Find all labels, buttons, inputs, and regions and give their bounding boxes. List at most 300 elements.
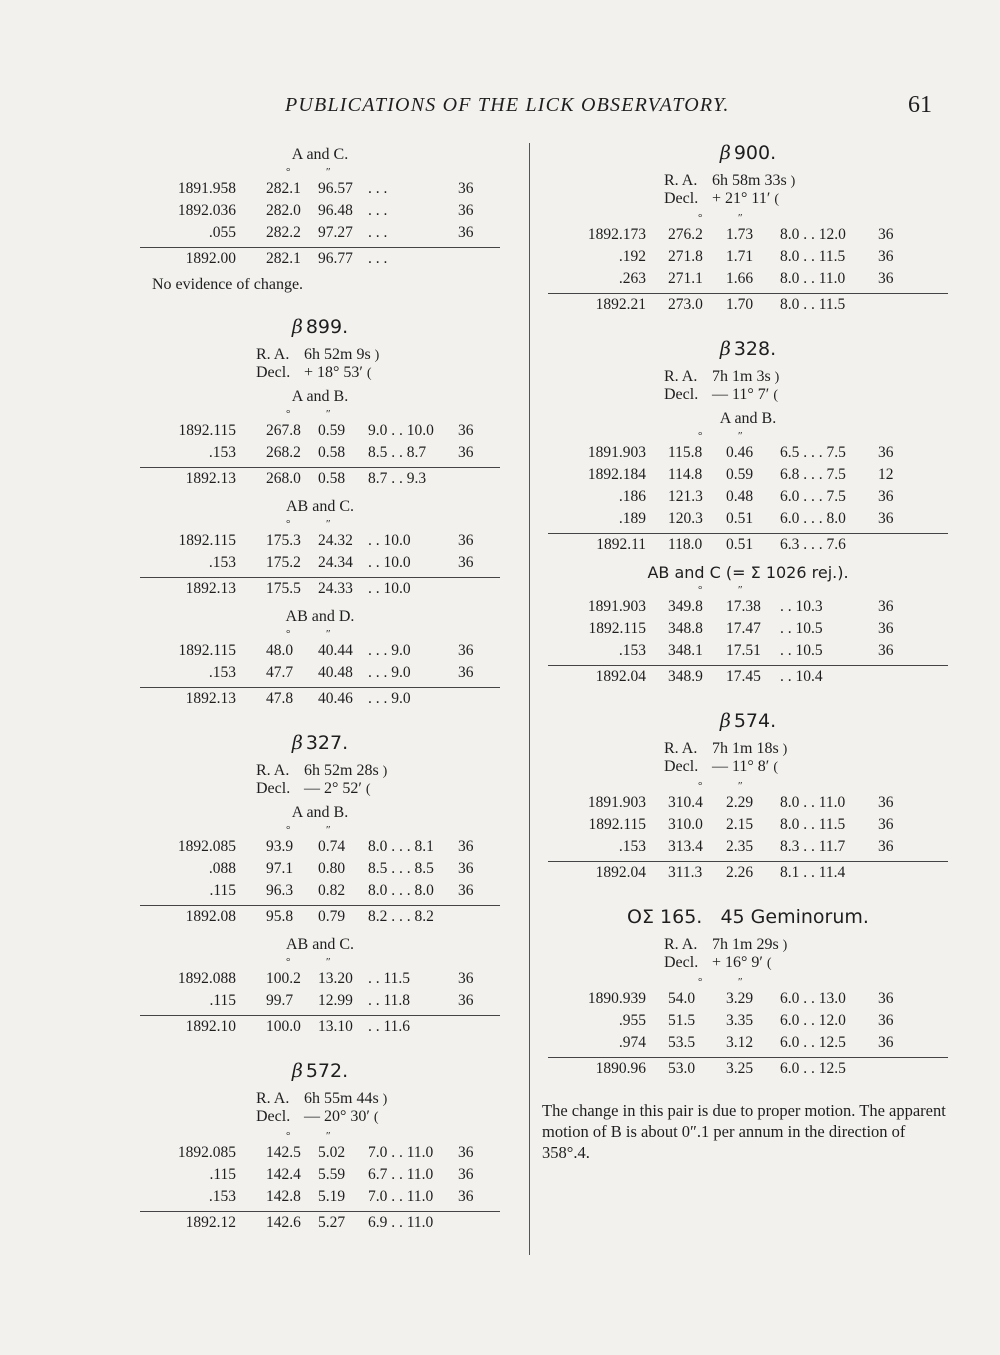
position-angle-cell: 311.3	[668, 864, 703, 881]
nights-cell: 36	[878, 816, 894, 833]
distance-cell: 5.19	[318, 1188, 346, 1205]
magnitudes-cell: . . . 9.0	[368, 690, 411, 707]
table-row	[140, 968, 500, 990]
table-row	[548, 1032, 948, 1054]
units-row	[140, 408, 500, 420]
ra-label: R. A.	[664, 172, 698, 189]
ra-value: 6h 58m 33s	[712, 172, 787, 189]
epoch-cell: 1892.115	[588, 816, 646, 833]
table-row	[140, 442, 500, 464]
position-angle-cell: 114.8	[668, 466, 703, 483]
distance-cell: 3.35	[726, 1012, 754, 1029]
distance-cell: 1.71	[726, 248, 754, 265]
epoch-cell: .263	[618, 270, 646, 287]
magnitudes-cell: 8.1 . . 11.4	[780, 864, 846, 881]
mean-row	[140, 1211, 500, 1236]
nights-cell: 36	[458, 1166, 474, 1183]
arcsec-unit: ″	[738, 584, 743, 596]
table-row	[548, 640, 948, 662]
units-row	[140, 628, 500, 640]
distance-cell: 40.46	[318, 690, 353, 707]
epoch-cell: 1892.04	[595, 668, 646, 685]
brace-icon: (	[365, 782, 371, 797]
magnitudes-cell: 8.0 . . 12.0	[780, 226, 846, 243]
table-row	[548, 618, 948, 640]
distance-cell: 24.32	[318, 532, 353, 549]
nights-cell: 36	[458, 444, 474, 461]
magnitudes-cell: . . 10.5	[780, 620, 823, 637]
pair-heading: AB and C.	[286, 498, 354, 515]
magnitudes-cell: 8.0 . . 11.5	[780, 816, 846, 833]
coordinates	[256, 346, 500, 382]
epoch-cell: 1892.115	[178, 532, 236, 549]
mean-row	[140, 905, 500, 930]
epoch-cell: 1892.10	[185, 1018, 236, 1035]
epoch-cell: 1892.11	[596, 536, 646, 553]
magnitudes-cell: 8.0 . . 11.5	[780, 296, 846, 313]
units-row	[548, 780, 948, 792]
table-row	[140, 880, 500, 902]
decl-value: — 11° 8′	[712, 758, 770, 775]
nights-cell: 36	[878, 990, 894, 1007]
brace-icon: (	[766, 956, 772, 971]
magnitudes-cell: 6.0 . . . 7.5	[780, 488, 846, 505]
distance-cell: 0.80	[318, 860, 346, 877]
position-angle-cell: 120.3	[668, 510, 703, 527]
nights-cell: 36	[878, 226, 894, 243]
position-angle-cell: 282.2	[266, 224, 301, 241]
brace-icon: )	[774, 370, 780, 385]
distance-cell: 1.73	[726, 226, 754, 243]
units-row	[548, 212, 948, 224]
table-row	[548, 508, 948, 530]
coordinates	[664, 368, 948, 404]
distance-cell: 3.29	[726, 990, 754, 1007]
distance-cell: 0.82	[318, 882, 346, 899]
degree-unit: °	[698, 976, 703, 988]
table-row	[548, 246, 948, 268]
magnitudes-cell: 6.0 . . 12.0	[780, 1012, 846, 1029]
distance-cell: 17.45	[726, 668, 761, 685]
position-angle-cell: 348.8	[668, 620, 703, 637]
measure-table	[548, 988, 948, 1082]
nights-cell: 36	[458, 532, 474, 549]
arcsec-unit: ″	[326, 166, 331, 178]
position-angle-cell: 175.5	[266, 580, 301, 597]
epoch-cell: 1892.08	[185, 908, 236, 925]
arcsec-unit: ″	[738, 430, 743, 442]
star-title-text: 572.	[305, 1060, 349, 1082]
distance-cell: 0.46	[726, 444, 754, 461]
degree-unit: °	[286, 166, 291, 178]
distance-cell: 5.02	[318, 1144, 346, 1161]
measure-table	[548, 224, 948, 318]
position-angle-cell: 99.7	[266, 992, 294, 1009]
measure-table	[548, 792, 948, 886]
degree-unit: °	[286, 408, 291, 420]
position-angle-cell: 271.1	[668, 270, 703, 287]
epoch-cell: 1892.085	[177, 838, 236, 855]
brace-icon: )	[382, 1092, 388, 1107]
magnitudes-cell: . . . 9.0	[368, 664, 411, 681]
mean-row	[140, 467, 500, 492]
table-row	[548, 486, 948, 508]
nights-cell: 36	[878, 444, 894, 461]
position-angle-cell: 95.8	[266, 908, 294, 925]
magnitudes-cell: 6.7 . . 11.0	[368, 1166, 434, 1183]
nights-cell: 36	[458, 882, 474, 899]
ra-value: 6h 52m 28s	[304, 762, 379, 779]
column-divider	[529, 143, 530, 1255]
ra-value: 7h 1m 29s	[712, 936, 779, 953]
magnitudes-cell: 6.0 . . 12.5	[780, 1034, 846, 1051]
note: No evidence of change.	[152, 276, 304, 293]
table-row	[140, 858, 500, 880]
brace-icon: (	[774, 192, 779, 207]
measure-table	[548, 596, 948, 690]
ra-value: 7h 1m 18s	[712, 740, 779, 757]
table-row	[140, 640, 500, 662]
epoch-cell: 1891.958	[177, 180, 236, 197]
table-row	[548, 268, 948, 290]
table-row	[140, 1142, 500, 1164]
measure-table	[548, 442, 948, 558]
nights-cell: 36	[458, 422, 474, 439]
epoch-cell: .153	[618, 642, 646, 659]
nights-cell: 36	[878, 488, 894, 505]
table-row	[140, 200, 500, 222]
magnitudes-cell: . . 10.0	[368, 532, 411, 549]
ra-label: R. A.	[256, 762, 290, 779]
magnitudes-cell: . . 11.8	[368, 992, 411, 1009]
right-column	[542, 140, 948, 1163]
distance-cell: 17.51	[726, 642, 761, 659]
magnitudes-cell: . . . 9.0	[368, 642, 411, 659]
distance-cell: 0.51	[726, 536, 754, 553]
pair-heading: AB and C.	[286, 936, 354, 953]
position-angle-cell: 268.0	[266, 470, 301, 487]
magnitudes-cell: . . 10.5	[780, 642, 823, 659]
brace-icon: (	[366, 366, 372, 381]
distance-cell: 17.47	[726, 620, 761, 637]
epoch-cell: .189	[618, 510, 646, 527]
mean-row	[140, 687, 500, 712]
distance-cell: 96.57	[318, 180, 353, 197]
position-angle-cell: 96.3	[266, 882, 294, 899]
table-row	[140, 530, 500, 552]
beta-symbol: β	[291, 316, 303, 338]
position-angle-cell: 100.2	[266, 970, 301, 987]
magnitudes-cell: . . .	[368, 250, 388, 267]
epoch-cell: .192	[618, 248, 646, 265]
table-row	[140, 662, 500, 684]
nights-cell: 36	[878, 620, 894, 637]
star-b328	[548, 336, 948, 690]
magnitudes-cell: 8.2 . . . 8.2	[368, 908, 434, 925]
brace-icon: (	[773, 388, 778, 403]
brace-icon: (	[773, 760, 778, 775]
distance-cell: 13.10	[318, 1018, 353, 1035]
magnitudes-cell: 8.7 . . 9.3	[368, 470, 427, 487]
decl-label: Decl.	[664, 386, 699, 403]
table-row	[140, 178, 500, 200]
epoch-cell: .153	[208, 554, 236, 571]
table-row	[140, 1164, 500, 1186]
distance-cell: 2.15	[726, 816, 754, 833]
magnitudes-cell: 6.0 . . 13.0	[780, 990, 846, 1007]
mean-row	[140, 577, 500, 602]
mean-row	[548, 1057, 948, 1082]
epoch-cell: .055	[208, 224, 236, 241]
epoch-cell: 1892.085	[177, 1144, 236, 1161]
position-angle-cell: 97.1	[266, 860, 294, 877]
measure-table	[140, 836, 500, 930]
table-row	[140, 222, 500, 244]
magnitudes-cell: 6.0 . . 12.5	[780, 1060, 846, 1077]
epoch-cell: .153	[208, 444, 236, 461]
magnitudes-cell: . . .	[368, 180, 388, 197]
arcsec-unit: ″	[738, 780, 743, 792]
epoch-cell: 1890.939	[587, 990, 646, 1007]
position-angle-cell: 276.2	[668, 226, 703, 243]
left-column	[140, 140, 500, 1236]
distance-cell: 13.20	[318, 970, 353, 987]
mean-row	[548, 293, 948, 318]
nights-cell: 36	[458, 992, 474, 1009]
position-angle-cell: 54.0	[668, 990, 696, 1007]
degree-unit: °	[698, 780, 703, 792]
table-row	[548, 464, 948, 486]
section-a-and-c	[140, 144, 500, 296]
epoch-cell: .974	[618, 1034, 646, 1051]
distance-cell: 96.77	[318, 250, 353, 267]
position-angle-cell: 273.0	[668, 296, 703, 313]
arcsec-unit: ″	[326, 628, 331, 640]
nights-cell: 36	[458, 224, 474, 241]
decl-label: Decl.	[664, 954, 699, 971]
star-title-text: OΣ 165. 45 Geminorum.	[627, 906, 869, 928]
units-row	[140, 166, 500, 178]
pair-heading: A and B.	[291, 388, 349, 405]
star-title	[140, 314, 500, 340]
table-row	[548, 442, 948, 464]
epoch-cell: .115	[209, 992, 236, 1009]
table-row	[140, 990, 500, 1012]
distance-cell: 0.79	[318, 908, 346, 925]
measure-table	[140, 1142, 500, 1236]
distance-cell: 0.58	[318, 470, 346, 487]
position-angle-cell: 348.1	[668, 642, 703, 659]
measure-table	[140, 420, 500, 492]
coordinates	[664, 172, 948, 208]
nights-cell: 36	[458, 860, 474, 877]
nights-cell: 36	[458, 1144, 474, 1161]
epoch-cell: 1892.00	[185, 250, 236, 267]
pair-heading: A and B.	[291, 804, 349, 821]
running-title: PUBLICATIONS OF THE LICK OBSERVATORY.	[285, 94, 730, 116]
distance-cell: 24.34	[318, 554, 353, 571]
magnitudes-cell: 7.0 . . 11.0	[368, 1188, 434, 1205]
measure-table	[140, 640, 500, 712]
position-angle-cell: 267.8	[266, 422, 301, 439]
degree-unit: °	[698, 212, 703, 224]
distance-cell: 5.59	[318, 1166, 346, 1183]
decl-label: Decl.	[664, 758, 699, 775]
page-header	[0, 92, 1000, 126]
nights-cell: 36	[878, 838, 894, 855]
units-row	[140, 824, 500, 836]
position-angle-cell: 53.5	[668, 1034, 696, 1051]
page-number: 61	[908, 92, 932, 118]
decl-label: Decl.	[256, 1108, 291, 1125]
brace-icon: )	[790, 174, 796, 189]
epoch-cell: 1892.04	[595, 864, 646, 881]
degree-unit: °	[286, 518, 291, 530]
epoch-cell: 1892.184	[587, 466, 646, 483]
brace-icon: )	[782, 742, 788, 757]
distance-cell: 3.25	[726, 1060, 754, 1077]
epoch-cell: 1892.13	[185, 470, 236, 487]
table-row	[548, 988, 948, 1010]
table-row	[548, 596, 948, 618]
decl-label: Decl.	[664, 190, 699, 207]
epoch-cell: 1892.115	[588, 620, 646, 637]
magnitudes-cell: 8.5 . . . 8.5	[368, 860, 434, 877]
units-row	[140, 1130, 500, 1142]
mean-row	[140, 247, 500, 272]
position-angle-cell: 310.4	[668, 794, 703, 811]
decl-value: + 21° 11′	[712, 190, 771, 207]
star-b572	[140, 1058, 500, 1236]
magnitudes-cell: 8.0 . . . 8.0	[368, 882, 434, 899]
arcsec-unit: ″	[326, 518, 331, 530]
star-os165	[542, 904, 948, 1163]
epoch-cell: .115	[209, 1166, 236, 1183]
distance-cell: 24.33	[318, 580, 353, 597]
epoch-cell: 1892.21	[595, 296, 646, 313]
star-title	[140, 1058, 500, 1084]
decl-value: + 18° 53′	[304, 364, 363, 381]
distance-cell: 97.27	[318, 224, 353, 241]
decl-value: + 16° 9′	[712, 954, 763, 971]
magnitudes-cell: 6.8 . . . 7.5	[780, 466, 846, 483]
magnitudes-cell: . . 10.3	[780, 598, 823, 615]
brace-icon: )	[782, 938, 788, 953]
position-angle-cell: 142.5	[266, 1144, 301, 1161]
measure-table	[140, 530, 500, 602]
epoch-cell: .955	[618, 1012, 646, 1029]
brace-icon: )	[374, 348, 380, 363]
position-angle-cell: 313.4	[668, 838, 703, 855]
position-angle-cell: 268.2	[266, 444, 301, 461]
degree-unit: °	[698, 584, 703, 596]
coordinates	[256, 762, 500, 798]
star-title	[548, 336, 948, 362]
distance-cell: 12.99	[318, 992, 353, 1009]
pair-heading: AB and D.	[285, 608, 355, 625]
measure-table	[140, 178, 500, 272]
position-angle-cell: 100.0	[266, 1018, 301, 1035]
star-title-text: 900.	[733, 142, 777, 164]
magnitudes-cell: . . .	[368, 224, 388, 241]
distance-cell: 2.29	[726, 794, 754, 811]
arcsec-unit: ″	[326, 408, 331, 420]
star-title-text: 328.	[733, 338, 777, 360]
nights-cell: 36	[458, 970, 474, 987]
mean-row	[140, 1015, 500, 1040]
pair-heading: A and C.	[291, 146, 349, 163]
distance-cell: 0.59	[318, 422, 346, 439]
mean-row	[548, 533, 948, 558]
magnitudes-cell: . . 11.5	[368, 970, 411, 987]
coordinates	[664, 740, 948, 776]
star-title	[548, 708, 948, 734]
decl-value: — 20° 30′	[304, 1108, 370, 1125]
table-row	[140, 420, 500, 442]
epoch-cell: .153	[208, 1188, 236, 1205]
magnitudes-cell: . . 10.0	[368, 580, 411, 597]
table-row	[548, 792, 948, 814]
nights-cell: 36	[878, 510, 894, 527]
epoch-cell: 1892.115	[178, 642, 236, 659]
epoch-cell: 1892.13	[185, 580, 236, 597]
pair-heading: AB and C (= Σ 1026 rej.).	[647, 563, 849, 582]
nights-cell: 36	[458, 180, 474, 197]
ra-value: 7h 1m 3s	[712, 368, 771, 385]
position-angle-cell: 175.2	[266, 554, 301, 571]
star-title	[548, 904, 948, 930]
ra-value: 6h 55m 44s	[304, 1090, 379, 1107]
arcsec-unit: ″	[738, 976, 743, 988]
distance-cell: 1.70	[726, 296, 754, 313]
position-angle-cell: 48.0	[266, 642, 294, 659]
nights-cell: 36	[458, 554, 474, 571]
epoch-cell: 1890.96	[595, 1060, 646, 1077]
magnitudes-cell: 8.3 . . 11.7	[780, 838, 846, 855]
position-angle-cell: 142.8	[266, 1188, 301, 1205]
degree-unit: °	[698, 430, 703, 442]
magnitudes-cell: 8.0 . . 11.0	[780, 270, 846, 287]
distance-cell: 40.48	[318, 664, 353, 681]
table-row	[548, 814, 948, 836]
degree-unit: °	[286, 628, 291, 640]
magnitudes-cell: . . .	[368, 202, 388, 219]
star-b574	[548, 708, 948, 886]
position-angle-cell: 93.9	[266, 838, 294, 855]
magnitudes-cell: 8.0 . . 11.0	[780, 794, 846, 811]
magnitudes-cell: . . 11.6	[368, 1018, 411, 1035]
star-title-text: 327.	[305, 732, 349, 754]
brace-icon: )	[382, 764, 388, 779]
nights-cell: 12	[878, 466, 894, 483]
nights-cell: 36	[458, 642, 474, 659]
beta-symbol: β	[719, 142, 731, 164]
epoch-cell: 1892.088	[177, 970, 236, 987]
star-b900	[548, 140, 948, 318]
brace-icon: (	[373, 1110, 379, 1125]
distance-cell: 0.48	[726, 488, 754, 505]
distance-cell: 2.35	[726, 838, 754, 855]
nights-cell: 36	[878, 598, 894, 615]
epoch-cell: 1892.173	[587, 226, 646, 243]
position-angle-cell: 142.6	[266, 1214, 301, 1231]
distance-cell: 1.66	[726, 270, 754, 287]
star-title-text: 574.	[733, 710, 777, 732]
distance-cell: 40.44	[318, 642, 353, 659]
star-title	[548, 140, 948, 166]
coordinates	[256, 1090, 500, 1126]
epoch-cell: .153	[618, 838, 646, 855]
